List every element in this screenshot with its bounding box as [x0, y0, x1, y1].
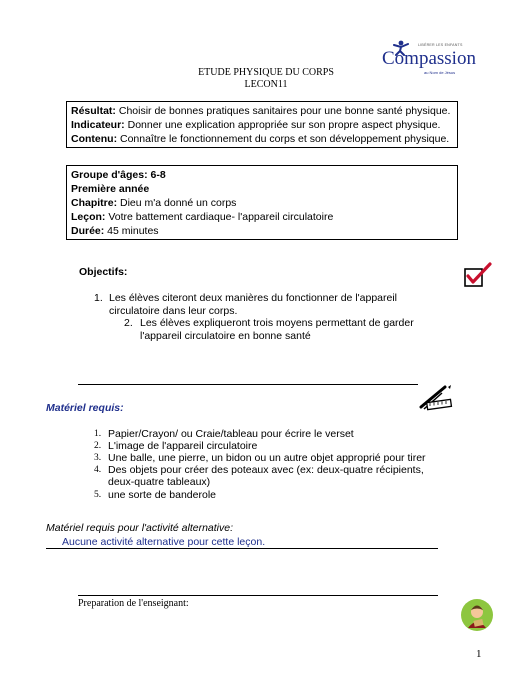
material-item-2-num: 2. — [94, 441, 102, 451]
logo-tagline-top: LIBÉRER LES ENFANTS — [418, 43, 463, 47]
age-group: Groupe d'âges: 6-8 — [71, 169, 166, 181]
material-item-3-num: 3. — [94, 453, 102, 463]
objective-item-1-line-1: Les élèves citeront deux manières du fonctionner de l'appareil — [109, 292, 398, 304]
indicator-row — [71, 118, 440, 132]
content-text: Connaître le fonctionnement du corps et son développement physique. — [117, 133, 450, 145]
objective-item-1-num: 1. — [94, 292, 103, 304]
duration-value: 45 minutes — [104, 225, 159, 237]
school-year: Première année — [71, 183, 150, 195]
objectives-heading: Objectifs: — [79, 266, 128, 278]
lesson-value: Votre battement cardiaque- l'appareil circulatoire — [105, 211, 334, 223]
lesson-label: Leçon: — [71, 211, 106, 223]
lesson-code: LECON11 — [244, 79, 288, 90]
result-row — [71, 104, 450, 118]
objective-item-1-line-2: circulatoire dans leur corps. — [109, 305, 238, 317]
duration-row — [71, 224, 159, 238]
document-title: ETUDE PHYSIQUE DU CORPS — [198, 67, 334, 78]
info-box — [66, 165, 458, 240]
chapter-label: Chapitre: — [71, 197, 118, 209]
objective-item-2-line-1: Les élèves expliqueront trois moyens permettant de garder — [140, 317, 414, 329]
alternative-heading: Matériel requis pour l'activité alternative: — [46, 522, 234, 534]
preparation-label: Preparation de l'enseignant: — [78, 598, 189, 609]
indicator-label: Indicateur: — [71, 119, 125, 131]
checkmark-box-icon — [464, 262, 492, 288]
page-number: 1 — [476, 648, 482, 660]
material-item-4-line-2: deux-quatre tableaux) — [108, 476, 211, 488]
material-item-1-num: 1. — [94, 429, 102, 439]
objective-item-2-num: 2. — [124, 317, 133, 329]
material-item-4-line-1: Des objets pour créer des poteaux avec (ex: deux-quatre récipients, — [108, 464, 424, 476]
chapter-row — [71, 196, 236, 210]
result-text: Choisir de bonnes pratiques sanitaires pour une bonne santé physique. — [115, 105, 451, 117]
material-item-2-text: L'image de l'appareil circulatoire — [108, 440, 258, 452]
indicator-text: Donner une explication appropriée sur son propre aspect physique. — [124, 119, 441, 131]
content-row — [71, 132, 449, 146]
content-label: Contenu: — [71, 133, 118, 145]
divider-line — [78, 384, 418, 385]
pencil-ruler-icon — [418, 383, 454, 413]
result-label: Résultat: — [71, 105, 116, 117]
material-item-3-text: Une balle, une pierre, un bidon ou un autre objet approprié pour tirer — [108, 452, 426, 464]
material-item-5-text: une sorte de banderole — [108, 489, 216, 501]
alternative-text: Aucune activité alternative pour cette leçon. — [62, 536, 266, 548]
summary-box — [66, 101, 458, 148]
material-item-1-text: Papier/Crayon/ ou Craie/tableau pour écrire le verset — [108, 428, 354, 440]
logo-tagline-bottom: au Nom de Jésus — [424, 70, 456, 75]
duration-label: Durée: — [71, 225, 105, 237]
chapter-value: Dieu m'a donné un corps — [117, 197, 237, 209]
objective-item-2-line-2: l'appareil circulatoire en bonne santé — [140, 330, 311, 342]
preparation-divider — [78, 595, 438, 596]
logo-wordmark: Compassion — [382, 48, 476, 69]
material-item-4-num: 4. — [94, 465, 102, 475]
lesson-row — [71, 210, 333, 224]
teacher-icon — [460, 598, 494, 632]
compassion-logo — [380, 40, 475, 80]
alternative-underline — [46, 548, 438, 549]
material-item-5-num: 5. — [94, 490, 102, 500]
materials-heading: Matériel requis: — [46, 402, 124, 414]
